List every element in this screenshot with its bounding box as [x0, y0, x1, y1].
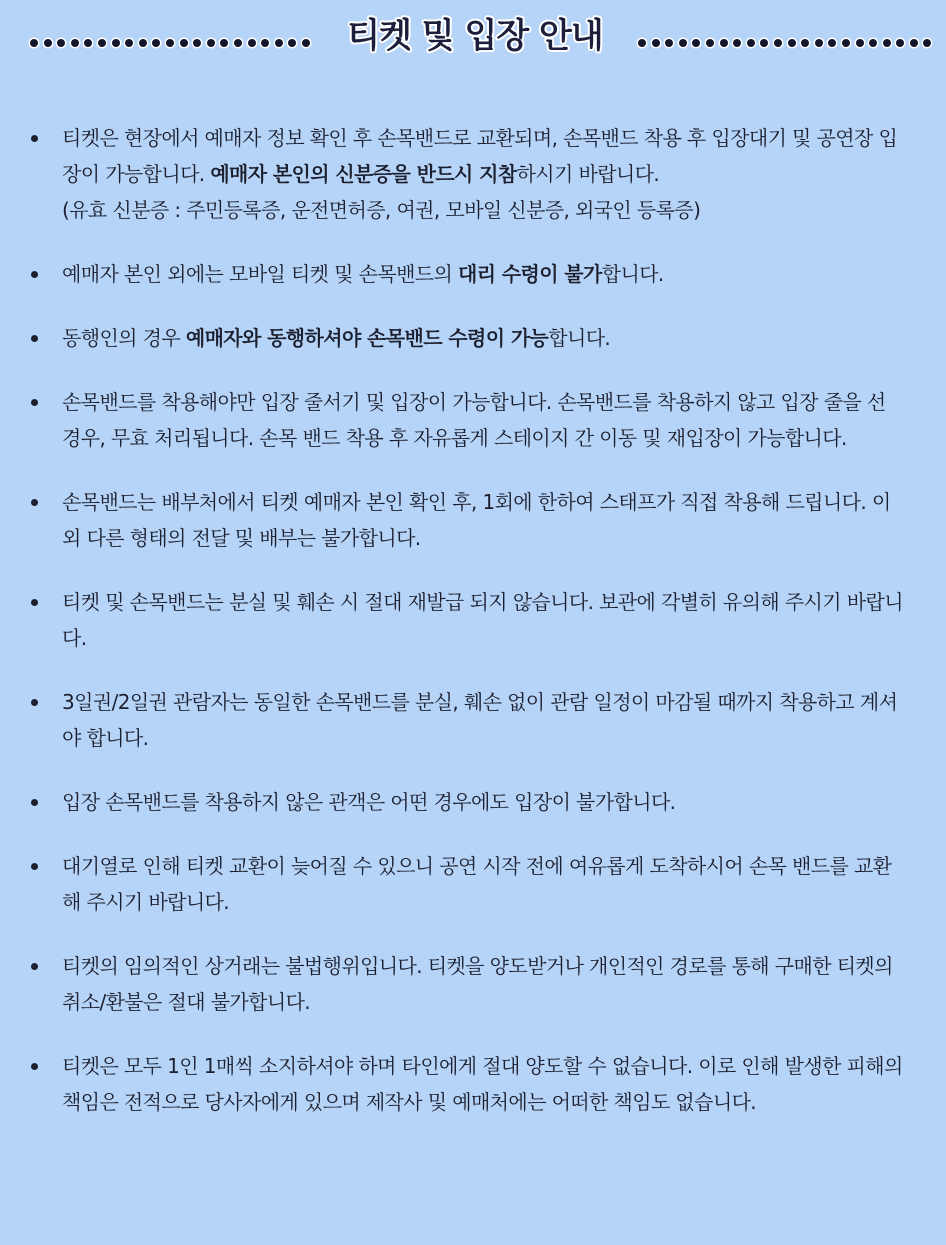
dot-icon [815, 39, 823, 47]
notice-text [62, 126, 897, 222]
notice-text [62, 590, 903, 650]
dot-icon [679, 39, 687, 47]
dot-icon [180, 39, 188, 47]
bullet-icon [31, 863, 38, 870]
notice-item [0, 320, 946, 356]
bullet-icon [31, 1063, 38, 1070]
body-text: 합니다. [548, 326, 611, 350]
dot-icon [883, 39, 891, 47]
dot-icon [896, 39, 904, 47]
dot-icon [139, 39, 147, 47]
notice-item [0, 584, 946, 656]
dot-icon [869, 39, 877, 47]
dot-icon [234, 39, 242, 47]
dot-icon [30, 39, 38, 47]
dot-icon [788, 39, 796, 47]
dot-icon [302, 39, 310, 47]
left-dotted-divider [30, 39, 315, 47]
dot-icon [112, 39, 120, 47]
bullet-icon [31, 799, 38, 806]
emphasis-text: 대리 수령이 불가 [457, 262, 602, 286]
notice-item [0, 848, 946, 920]
notice-text [62, 854, 891, 914]
dot-icon [747, 39, 755, 47]
dot-icon [828, 39, 836, 47]
bullet-icon [31, 499, 38, 506]
bullet-icon [31, 599, 38, 606]
body-text: 합니다. [601, 262, 664, 286]
dot-icon [706, 39, 714, 47]
dot-icon [166, 39, 174, 47]
emphasis-text: 예매자와 동행하셔야 손목밴드 수령이 가능 [185, 326, 549, 350]
notice-text [62, 262, 664, 286]
dot-icon [261, 39, 269, 47]
notice-text [62, 1054, 903, 1114]
body-text: 대기열로 인해 티켓 교환이 늦어질 수 있으니 공연 시작 전에 여유롭게 도착하시어 손목 밴드를 교환해 주시기 바랍니다. [62, 854, 892, 914]
notice-item [0, 1048, 946, 1120]
body-text: 티켓은 모두 1인 1매씩 소지하셔야 하며 타인에게 절대 양도할 수 없습니다. 이로 인해 발생한 피해의 책임은 전적으로 당사자에게 있으며 제작사 및 예매처에는 어떠한 책임도 없습니다. [62, 1054, 903, 1114]
notice-text [62, 390, 886, 450]
body-text: 예매자 본인 외에는 모바일 티켓 및 손목밴드의 [62, 262, 458, 286]
dot-icon [288, 39, 296, 47]
notice-list [0, 120, 946, 1148]
body-text: 손목밴드는 배부처에서 티켓 예매자 본인 확인 후, 1회에 한하여 스태프가 직접 착용해 드립니다. 이 외 다른 형태의 전달 및 배부는 불가합니다. [62, 490, 891, 550]
dot-icon [923, 39, 931, 47]
notice-item [0, 684, 946, 756]
dot-icon [125, 39, 133, 47]
notice-text [62, 954, 893, 1014]
dot-icon [207, 39, 215, 47]
emphasis-text: 예매자 본인의 신분증을 반드시 지참 [210, 162, 517, 186]
dot-icon [760, 39, 768, 47]
dot-icon [220, 39, 228, 47]
body-text: 입장 손목밴드를 착용하지 않은 관객은 어떤 경우에도 입장이 불가합니다. [62, 790, 676, 814]
dot-icon [638, 39, 646, 47]
dot-icon [652, 39, 660, 47]
bullet-icon [31, 135, 38, 142]
body-text: 손목밴드를 착용해야만 입장 줄서기 및 입장이 가능합니다. 손목밴드를 착용하지 않고 입장 줄을 선 경우, 무효 처리됩니다. 손목 밴드 착용 후 자유롭게 스테이지 간 이동 및 재입장이 가능합니다. [62, 390, 886, 450]
dot-icon [733, 39, 741, 47]
dot-icon [193, 39, 201, 47]
dot-icon [84, 39, 92, 47]
dot-icon [44, 39, 52, 47]
bullet-icon [31, 399, 38, 406]
dot-icon [910, 39, 918, 47]
dot-icon [720, 39, 728, 47]
body-text: 티켓은 현장에서 예매자 정보 확인 후 손목밴드로 교환되며, 손목밴드 착용 후 입장대기 및 공연장 입장이 가능합니다. [62, 126, 898, 186]
dot-icon [98, 39, 106, 47]
bullet-icon [31, 271, 38, 278]
bullet-icon [31, 963, 38, 970]
bullet-icon [31, 699, 38, 706]
notice-item [0, 484, 946, 556]
dot-icon [275, 39, 283, 47]
notice-text [62, 790, 675, 814]
body-text: 3일권/2일권 관람자는 동일한 손목밴드를 분실, 훼손 없이 관람 일정이 마감될 때까지 착용하고 계셔야 합니다. [62, 690, 898, 750]
dot-icon [801, 39, 809, 47]
body-text: (유효 신분증 : 주민등록증, 운전면허증, 여권, 모바일 신분증, 외국인 등록증) [62, 198, 701, 222]
notice-item [0, 948, 946, 1020]
notice-item [0, 120, 946, 228]
body-text: 하시기 바랍니다. [516, 162, 660, 186]
dot-icon [71, 39, 79, 47]
dot-icon [856, 39, 864, 47]
notice-item [0, 256, 946, 292]
body-text: 티켓 및 손목밴드는 분실 및 훼손 시 절대 재발급 되지 않습니다. 보관에 각별히 유의해 주시기 바랍니다. [62, 590, 903, 650]
dot-icon [248, 39, 256, 47]
right-dotted-divider [638, 39, 937, 47]
page-header [0, 10, 946, 66]
dot-icon [57, 39, 65, 47]
body-text: 티켓의 임의적인 상거래는 불법행위입니다. 티켓을 양도받거나 개인적인 경로를 통해 구매한 티켓의 취소/환불은 절대 불가합니다. [62, 954, 893, 1014]
notice-text [62, 326, 610, 350]
notice-text [62, 490, 891, 550]
body-text: 동행인의 경우 [62, 326, 186, 350]
dot-icon [152, 39, 160, 47]
notice-item [0, 784, 946, 820]
dot-icon [692, 39, 700, 47]
page-title: 티켓 및 입장 안내 [347, 16, 603, 56]
notice-text [62, 690, 897, 750]
dot-icon [842, 39, 850, 47]
bullet-icon [31, 335, 38, 342]
dot-icon [665, 39, 673, 47]
dot-icon [774, 39, 782, 47]
notice-item [0, 384, 946, 456]
